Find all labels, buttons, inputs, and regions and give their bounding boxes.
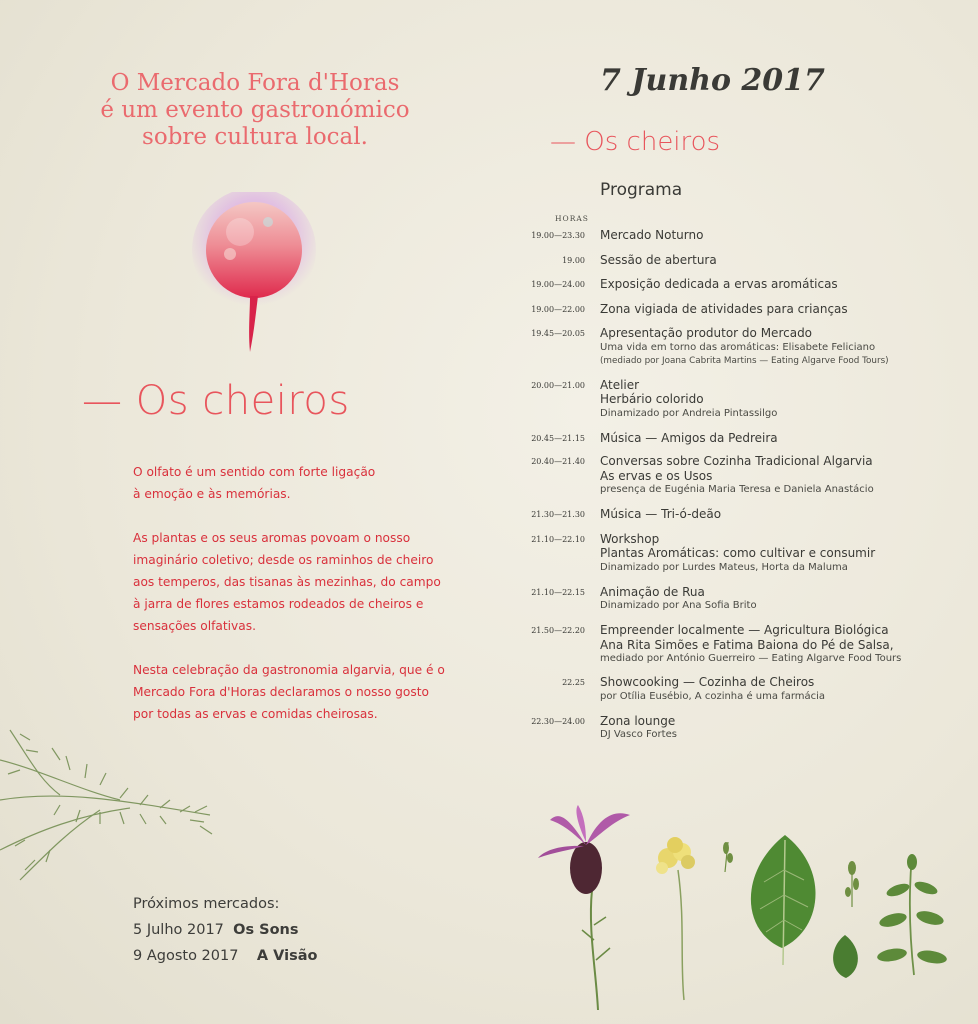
- schedule-item: [500, 675, 970, 704]
- schedule-title: Empreender localmente — Agricultura Biológica: [600, 623, 889, 637]
- schedule-title: Exposição dedicada a ervas aromáticas: [600, 277, 838, 291]
- schedule-item: [500, 228, 970, 243]
- schedule-item: [500, 532, 970, 575]
- schedule-title: Sessão de abertura: [600, 252, 717, 267]
- schedule-time: 20.00—21.00: [531, 380, 585, 390]
- yellow-flower-icon: [656, 837, 695, 1000]
- schedule-title: Atelier: [600, 377, 640, 392]
- schedule-detail: Plantas Aromáticas: como cultivar e consumir: [600, 546, 876, 560]
- schedule-detail: por Otília Eusébio, A cozinha é uma farmácia: [600, 690, 826, 702]
- paragraph: [133, 461, 453, 505]
- schedule-title: Zona lounge: [600, 713, 676, 728]
- fruit-orb-illustration: [190, 192, 320, 362]
- schedule-time: 20.40—21.40: [531, 457, 585, 466]
- text-line: Mercado Fora d'Horas declaramos o nosso gosto: [133, 685, 429, 699]
- text-line: As plantas e os seus aromas povoam o nosso: [133, 531, 411, 545]
- text-line: aos temperos, das tisanas às mezinhas, do campo: [133, 575, 441, 589]
- schedule-detail: As ervas e os Usos: [600, 468, 713, 483]
- schedule-detail: Dinamizado por Ana Sofia Brito: [600, 600, 757, 611]
- schedule-title: Apresentação produtor do Mercado: [600, 326, 813, 340]
- schedule-detail: Uma vida em torno das aromáticas: Elisabete Feliciano: [600, 341, 876, 353]
- schedule-title: Animação de Rua: [600, 584, 705, 599]
- next-market-item: [133, 917, 317, 943]
- text-line: imaginário coletivo; desde os raminhos de cheiro: [133, 553, 434, 567]
- schedule-title: Mercado Noturno: [600, 228, 704, 242]
- schedule-item: [500, 454, 970, 497]
- schedule-item: [500, 623, 970, 666]
- schedule-time: 20.45—21.15: [531, 433, 585, 443]
- schedule-detail: Herbário colorido: [600, 392, 704, 406]
- schedule-detail: Ana Rita Simões e Fatima Baiona do Pé de Salsa,: [600, 637, 894, 652]
- schedule-detail: presença de Eugénia Maria Teresa e Daniela Anastácio: [600, 484, 874, 495]
- schedule-item: [500, 253, 970, 268]
- text-line: Nesta celebração da gastronomia algarvia, que é o: [133, 663, 445, 677]
- next-markets-title: Próximos mercados:: [133, 896, 280, 912]
- schedule-time: 21.30—21.30: [531, 510, 585, 519]
- intro-line: sobre cultura local.: [142, 124, 368, 151]
- schedule-title: Conversas sobre Cozinha Tradicional Algarvia: [600, 454, 873, 468]
- schedule-title: Workshop: [600, 531, 660, 546]
- intro-line: O Mercado Fora d'Horas: [110, 70, 400, 96]
- paragraph: [133, 527, 453, 637]
- schedule-time: 22.30—24.00: [531, 716, 585, 726]
- program-schedule: [500, 228, 970, 752]
- section-title-left: — Os cheiros: [82, 378, 350, 424]
- schedule-time: 19.45—20.05: [531, 329, 585, 338]
- hours-label: HORAS: [555, 214, 589, 223]
- text-line: O olfato é um sentido com forte ligação: [133, 465, 376, 479]
- schedule-time: 19.00—22.00: [531, 304, 585, 314]
- event-date: 7 Junho 2017: [600, 63, 825, 98]
- schedule-detail: (mediado por Joana Cabrita Martins — Eating Algarve Food Tours): [600, 355, 889, 366]
- herb-stem-icon: [876, 854, 948, 975]
- herb-sprig-icon: [723, 842, 859, 907]
- paragraph: [133, 659, 453, 725]
- fennel-sprig-icon: [0, 730, 212, 880]
- section-title-right: — Os cheiros: [550, 127, 721, 157]
- schedule-detail: Dinamizado por Andreia Pintassilgo: [600, 407, 778, 419]
- next-market-date: 5 Julho 2017: [133, 922, 224, 938]
- schedule-item: [500, 378, 970, 421]
- small-leaf-icon: [833, 935, 858, 978]
- text-line: por todas as ervas e comidas cheirosas.: [133, 707, 378, 721]
- schedule-title: Showcooking — Cozinha de Cheiros: [600, 675, 815, 689]
- lavender-flower-icon: [538, 805, 630, 1010]
- schedule-time: 19.00—23.30: [531, 231, 585, 240]
- mint-leaf-icon: [751, 835, 816, 965]
- schedule-item: [500, 326, 970, 368]
- next-market-date: 9 Agosto 2017: [133, 948, 239, 964]
- schedule-item: [500, 277, 970, 292]
- schedule-detail: Dinamizado por Lurdes Mateus, Horta da Maluma: [600, 561, 848, 573]
- schedule-detail: mediado por António Guerreiro — Eating Algarve Food Tours: [600, 653, 902, 664]
- schedule-title: Zona vigiada de atividades para crianças: [600, 301, 848, 316]
- schedule-time: 19.00—24.00: [531, 280, 585, 289]
- intro-statement: [70, 70, 440, 151]
- schedule-detail: DJ Vasco Fortes: [600, 729, 677, 740]
- description-text: [133, 461, 453, 747]
- text-line: sensações olfativas.: [133, 619, 256, 633]
- intro-line: é um evento gastronómico: [100, 97, 410, 124]
- schedule-item: [500, 714, 970, 743]
- next-market-name: A Visão: [256, 948, 318, 964]
- schedule-time: 21.10—22.10: [531, 534, 585, 544]
- text-line: à jarra de flores estamos rodeados de cheiros e: [133, 597, 424, 611]
- schedule-item: [500, 585, 970, 614]
- schedule-item: [500, 507, 970, 522]
- schedule-time: 21.50—22.20: [531, 626, 585, 635]
- schedule-item: [500, 431, 970, 446]
- next-markets: [133, 891, 317, 969]
- text-line: à emoção e às memórias.: [133, 487, 291, 501]
- schedule-title: Música — Amigos da Pedreira: [600, 430, 778, 445]
- schedule-item: [500, 302, 970, 317]
- schedule-time: 19.00: [562, 255, 585, 265]
- next-market-name: Os Sons: [233, 922, 299, 938]
- schedule-title: Música — Tri-ó-deão: [600, 507, 722, 521]
- schedule-time: 21.10—22.15: [531, 587, 585, 597]
- program-title: Programa: [600, 180, 683, 200]
- schedule-time: 22.25: [562, 678, 585, 687]
- next-market-item: [133, 943, 317, 969]
